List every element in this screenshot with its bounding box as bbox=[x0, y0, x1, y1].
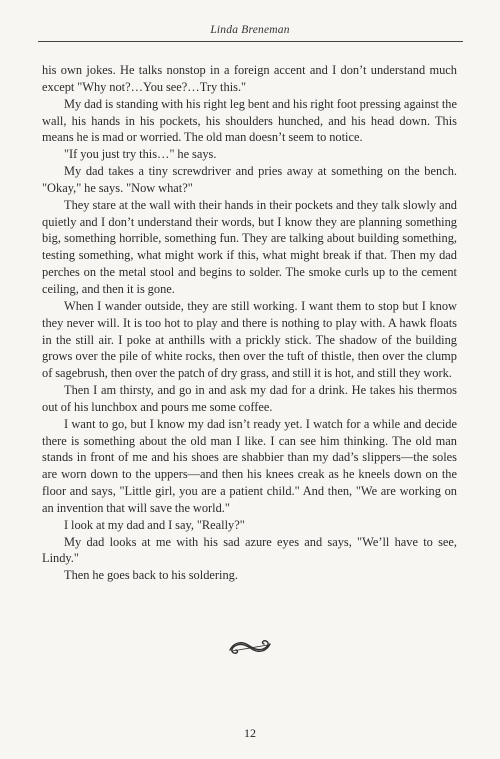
scroll-flourish-icon bbox=[226, 636, 274, 658]
paragraph: Then I am thirsty, and go in and ask my dad for a drink. He takes his thermos out of his lunchbox and pours me some coffee. bbox=[42, 383, 457, 414]
page-number: 12 bbox=[244, 726, 256, 740]
paragraph: They stare at the wall with their hands in their pockets and they talk slowly and quietly and I don’t understand their words, but I know they are planning something big, something horrible, something fun. They are talking about building something, testing something, what might work if this, what might break if that. Then my dad perches on the metal stool and begins to solder. The smoke curls up to the cement ceiling, and then it is gone. bbox=[42, 197, 457, 296]
paragraph: When I wander outside, they are still working. I want them to stop but I know they never will. It is too hot to play and there is nothing to play with. A hawk floats in the still air. I poke at anthills with a prickly stick. The shadow of the building grows over the pile of white rocks, then over the tuft of thistle, then over the clump of sagebrush, then over the patch of dry grass, and still it is hot, and still they work. bbox=[42, 298, 457, 381]
header-rule bbox=[38, 41, 463, 42]
paragraph: My dad looks at me with his sad azure eyes and says, "We’ll have to see, Lindy." bbox=[42, 534, 457, 566]
paragraph: Then he goes back to his soldering. bbox=[64, 568, 238, 583]
paragraph: My dad is standing with his right leg bent and his right foot pressing against the wall, his hands in his pockets, his shoulders hunched, and his head down. This means he is mad or worried. The old man doesn’t seem to notice. bbox=[42, 96, 457, 145]
paragraph: "If you just try this…" he says. bbox=[64, 147, 217, 162]
running-head-author: Linda Breneman bbox=[210, 24, 290, 36]
paragraph: I want to go, but I know my dad isn’t ready yet. I watch for a while and decide there is something about the old man I like. I can see him thinking. The old man stands in front of me and his shoes are shabbier than my dad’s slippers—the soles are worn down to the uppers—and then his knees creak as he kneels down on the floor and says, "Little girl, you are a patient child." And then, "We are working on an invention that will save the world." bbox=[42, 416, 457, 515]
paragraph: his own jokes. He talks nonstop in a foreign accent and I don’t understand much except "Why not?…You see?…Try this." bbox=[42, 63, 457, 94]
body-text bbox=[42, 62, 457, 584]
paragraph: My dad takes a tiny screwdriver and pries away at something on the bench. "Okay," he says. "Now what?" bbox=[42, 164, 457, 195]
paragraph: I look at my dad and I say, "Really?" bbox=[64, 517, 245, 532]
